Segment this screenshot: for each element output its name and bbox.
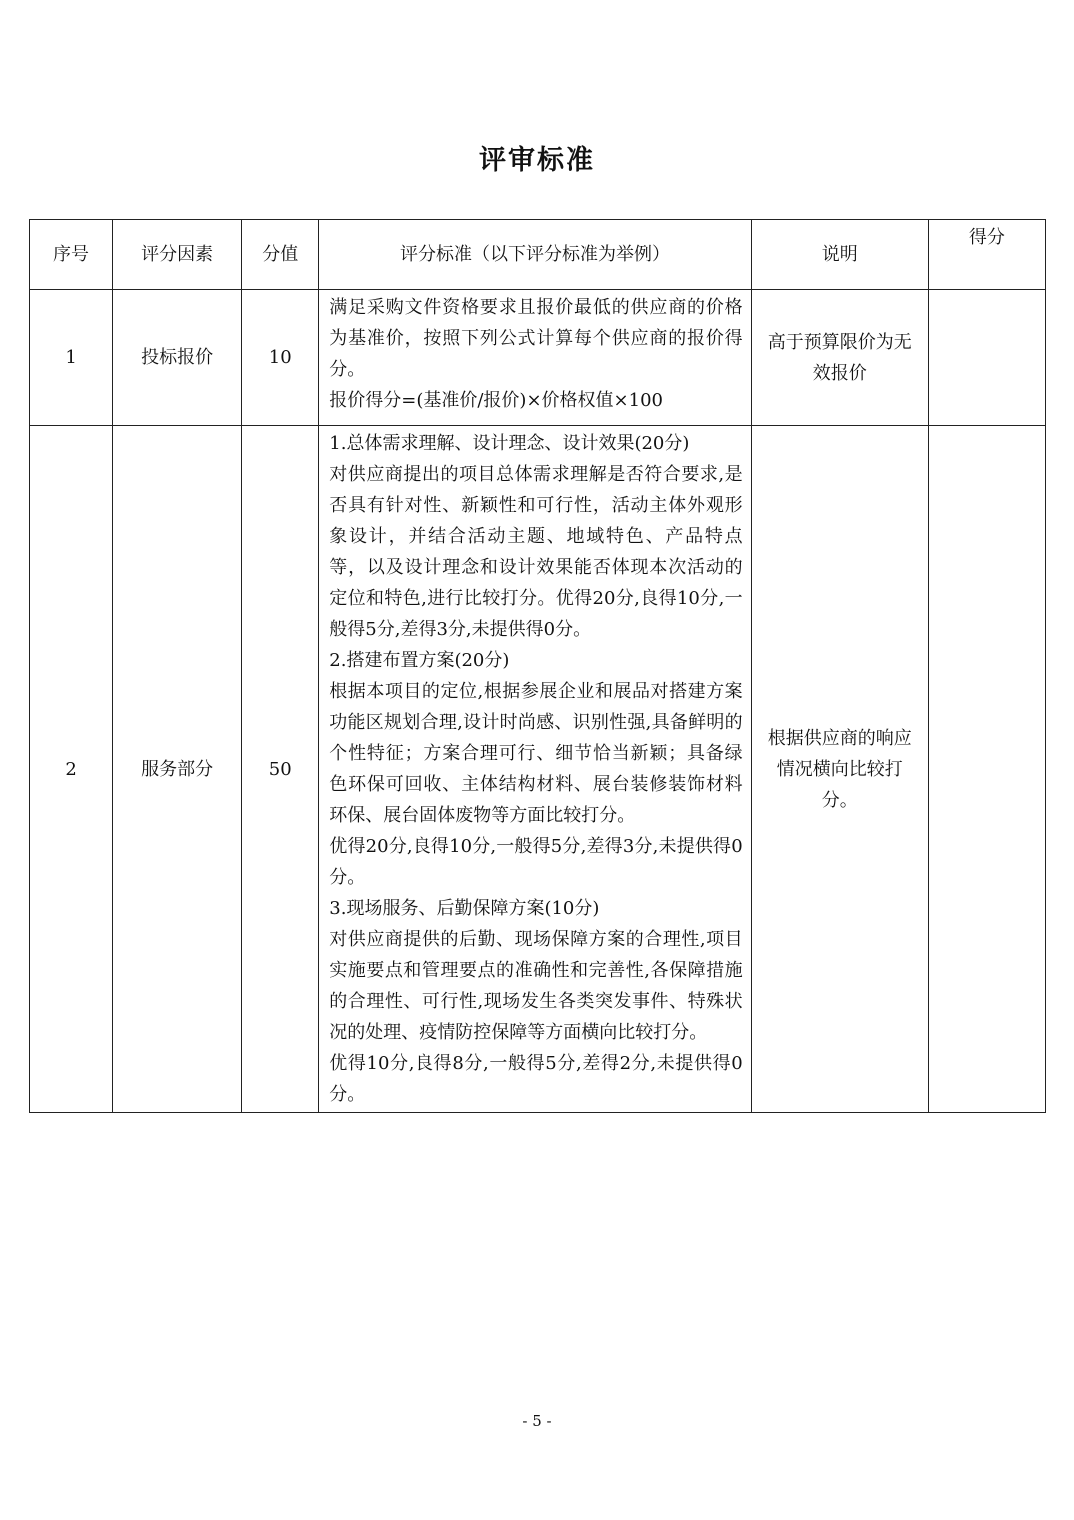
standard-formula: 报价得分=(基准价/报价)×价格权值×100 [329, 390, 663, 411]
page-number: - 5 - [522, 1412, 552, 1430]
standard-paragraph: 满足采购文件资格要求且报价最低的供应商的价格为基准价，按照下列公式计算每个供应商的报价得分。 [329, 297, 743, 380]
page-title: 评审标准 [479, 145, 595, 176]
header-score: 得分 [928, 220, 1045, 290]
table-row [30, 426, 1046, 1113]
header-factor: 评分因素 [113, 220, 242, 290]
criteria-table [29, 219, 1046, 1113]
row-no: 2 [30, 426, 113, 1113]
row-score-cell [928, 290, 1045, 426]
row-score-cell [928, 426, 1045, 1113]
standard-heading: 3.现场服务、后勤保障方案(10分) [329, 898, 600, 919]
header-no: 序号 [30, 220, 113, 290]
row-note: 高于预算限价为无效报价 [751, 290, 928, 426]
header-value: 分值 [242, 220, 319, 290]
row-standard [319, 290, 751, 426]
standard-paragraph: 优得10分,良得8分,一般得5分,差得2分,未提供得0分。 [329, 1053, 743, 1105]
table-row [30, 290, 1046, 426]
standard-paragraph: 根据本项目的定位,根据参展企业和展品对搭建方案功能区规划合理,设计时尚感、识别性强,具备鲜明的个性特征；方案合理可行、细节恰当新颖；具备绿色环保可回收、主体结构材料、展台装修装饰材料环保、展台固体废物等方面比较打分。 [329, 681, 743, 826]
row-no: 1 [30, 290, 113, 426]
standard-heading: 2.搭建布置方案(20分) [329, 650, 510, 671]
table-header-row [30, 220, 1046, 290]
header-note: 说明 [751, 220, 928, 290]
standard-heading: 1.总体需求理解、设计理念、设计效果(20分) [329, 433, 690, 454]
row-factor: 服务部分 [113, 426, 242, 1113]
standard-paragraph: 对供应商提出的项目总体需求理解是否符合要求,是否具有针对性、新颖性和可行性，活动主体外观形象设计，并结合活动主题、地域特色、产品特点等，以及设计理念和设计效果能否体现本次活动的定位和特色,进行比较打分。优得20分,良得10分,一般得5分,差得3分,未提供得0分。 [329, 464, 743, 640]
row-value: 10 [242, 290, 319, 426]
standard-paragraph: 优得20分,良得10分,一般得5分,差得3分,未提供得0分。 [329, 836, 743, 888]
standard-paragraph: 对供应商提供的后勤、现场保障方案的合理性,项目实施要点和管理要点的准确性和完善性,各保障措施的合理性、可行性,现场发生各类突发事件、特殊状况的处理、疫情防控保障等方面横向比较打分。 [329, 929, 743, 1043]
row-standard [319, 426, 751, 1113]
row-value: 50 [242, 426, 319, 1113]
row-factor: 投标报价 [113, 290, 242, 426]
row-note: 根据供应商的响应情况横向比较打分。 [751, 426, 928, 1113]
header-standard: 评分标准（以下评分标准为举例） [319, 220, 751, 290]
